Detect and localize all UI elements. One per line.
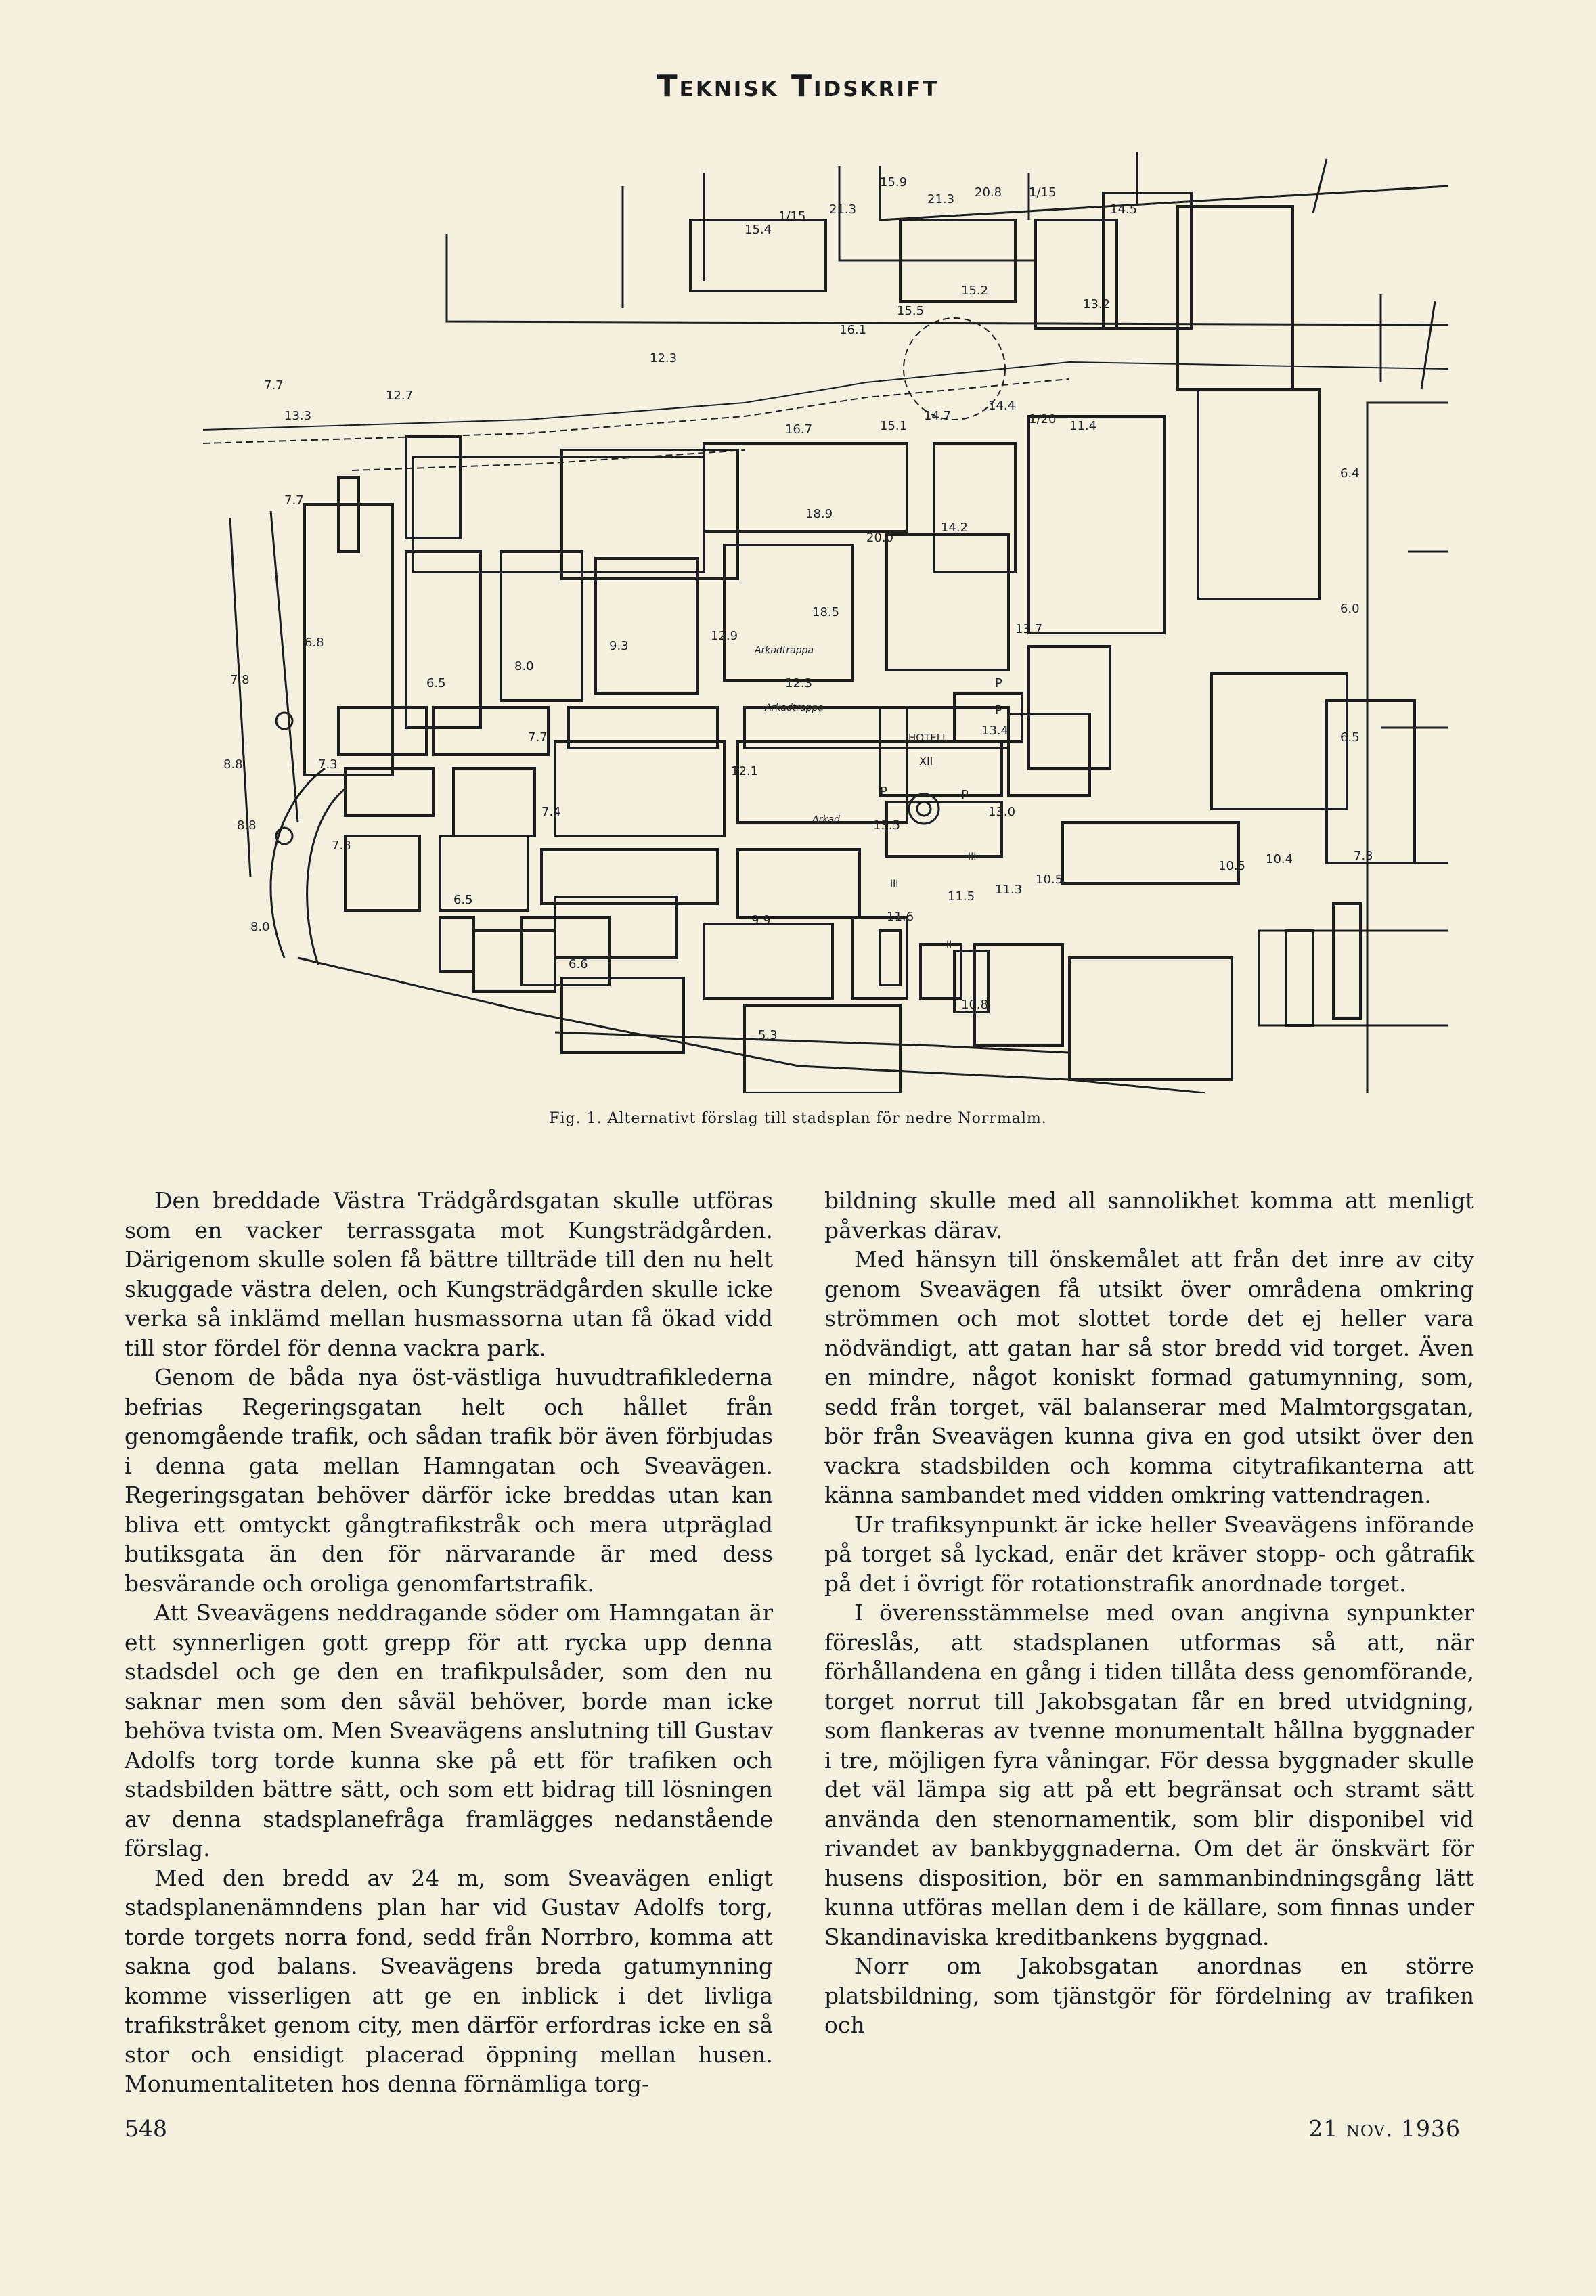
height-label: 11.4 <box>1069 419 1097 433</box>
label-hotell: HOTELL <box>908 732 948 744</box>
height-label: 13.0 <box>988 805 1016 819</box>
journal-header: Teknisk Tidskrift <box>657 69 939 104</box>
height-label: 8.0 <box>250 920 270 934</box>
label-arkadtrappa-2: Arkadtrappa <box>765 703 824 713</box>
height-label: 14.4 <box>988 399 1016 413</box>
height-label: 7.7 <box>284 493 304 508</box>
page-number: 548 <box>125 2115 167 2142</box>
label-parking-4: P <box>995 703 1002 718</box>
height-label: 6.5 <box>1340 730 1360 745</box>
height-label: 6.6 <box>569 957 588 971</box>
label-roman-ii: II <box>946 940 952 950</box>
paragraph: Med hänsyn till önskemålet att från det inre av city genom Sveavägen få utsikt över områdena omkring strömmen och mot slottet torde det ej heller vara nödvändigt, att gatan har så stor bredd vid torget. Även en mindre, något koniskt formad gatumynning, som, sedd från torget, väl balanserar med Malmtorgsgatan, bör från Sveavägen kunna giva en god utsikt över den vackra stadsbilden och komma citytrafikanterna att känna sambandet med vidden omkring vattendragen. <box>824 1246 1474 1508</box>
height-label: 10.5 <box>1036 873 1063 887</box>
height-label: 10.4 <box>1266 852 1293 866</box>
height-label: 1/20 <box>1029 412 1057 426</box>
height-label: 1/15 <box>778 209 806 223</box>
paragraph: Genom de båda nya öst-västliga huvudtrafiklederna befrias Regeringsgatan helt och hållet från genomgående trafik, och sådan trafik bör även förbjudas i denna gata mellan Hamngatan och Sveavägen. Regeringsgatan behöver därför icke breddas utan kan bliva ett omtyckt gångtrafikstråk och mera utpräglad butiksgata än den för närvarande är med dess besvärande och oroliga genomfartstrafik. <box>125 1364 773 1597</box>
height-label: 12.9 <box>711 629 738 643</box>
left-column <box>125 1186 773 2099</box>
height-label: 20.8 <box>975 185 1002 200</box>
figure-caption: Fig. 1. Alternativt förslag till stadsplan för nedre Norrmalm. <box>549 1110 1047 1127</box>
height-label: 15.2 <box>961 284 989 298</box>
paragraph: Ur trafiksynpunkt är icke heller Sveavägens införande på torget så lyckad, enär det kräver stopp- och gåtrafik på det i övrigt för rotationstrafik anordnade torget. <box>824 1511 1474 1597</box>
height-label: 18.9 <box>805 507 833 521</box>
height-label: 10.5 <box>1218 859 1246 873</box>
height-label: 13.3 <box>284 409 312 423</box>
height-label: 9.9 <box>751 913 771 927</box>
height-label: 7.8 <box>332 839 351 853</box>
height-label: 6.5 <box>453 893 473 907</box>
height-label: 1/15 <box>1029 185 1057 200</box>
height-label: 6.5 <box>426 676 446 690</box>
paragraph: Norr om Jakobsgatan anordnas en större platsbildning, som tjänstgör för fördelning av trafiken och <box>824 1953 1474 2038</box>
height-label: 15.1 <box>880 419 908 433</box>
height-label: 7.7 <box>264 378 284 393</box>
paragraph: Den breddade Västra Trädgårdsgatan skulle utföras som en vacker terrassgata mot Kungsträdgården. Därigenom skulle solen få bättre tillträde till den nu helt skuggade västra delen, och Kungsträdgården skulle icke verka så inklämd mellan husmassorna utan få ökad vidd till stor fördel för denna vackra park. <box>125 1187 773 1361</box>
height-label: 11.3 <box>995 883 1023 897</box>
height-label: 14.7 <box>924 409 952 423</box>
label-parking-1: P <box>880 785 887 799</box>
right-column <box>824 1186 1474 2040</box>
height-label: 6.0 <box>1340 602 1360 616</box>
label-roman-iii-2: III <box>968 852 977 862</box>
paragraph: Med den bredd av 24 m, som Sveavägen enligt stadsplanenämndens plan har vid Gustav Adolfs torg, torde torgets norra fond, sedd från Norrbro, komma att sakna god balans. Sveavägens breda gatumynning komme visserligen att ge en inblick i det livliga trafikstråket genom city, men därför erfordras icke en så stor och ensidigt placerad öppning mellan husen. Monumentaliteten hos denna förnämliga torg- <box>125 1864 773 2097</box>
label-arkad: Arkad <box>812 814 840 825</box>
height-label: 9.3 <box>609 639 629 653</box>
height-label: 16.7 <box>785 422 813 437</box>
height-label: 7.3 <box>1354 849 1373 863</box>
height-label: 11.6 <box>887 910 914 924</box>
height-label: 6.8 <box>305 636 324 650</box>
height-label: 8.0 <box>514 659 534 674</box>
height-label: 7.3 <box>318 757 338 772</box>
height-label: 12.7 <box>386 389 414 403</box>
height-label: 7.7 <box>528 730 548 745</box>
height-label: 7.8 <box>230 673 250 687</box>
height-label: 12.3 <box>785 676 813 690</box>
date-year: 1936 <box>1401 2115 1461 2142</box>
label-roman-xii: XII <box>919 755 933 768</box>
height-label: 6.4 <box>1340 466 1360 481</box>
label-parking-3: P <box>995 676 1002 690</box>
height-label: 18.5 <box>812 605 840 619</box>
height-label: 12.3 <box>650 351 678 366</box>
height-label: 15.4 <box>745 223 772 237</box>
date-day: 21 <box>1308 2115 1339 2142</box>
paragraph: I överensstämmelse med ovan angivna synpunkter föreslås, att stadsplanen utformas så att, när förhållandena en gång i tiden tillåta dess genomförande, torget norrut till Jakobsgatan får en bred utvidgning, som flankeras av tvenne monumentalt hållna byggnader i tre, möjligen fyra våningar. För dessa byggnader skulle det väl lämpa sig att på ett begränsat och stramt sätt använda den stenornamentik, som blir disponibel vid rivandet av bankbyggnaderna. Om det är önskvärt för husens disposition, bör en sammanbindningsgång lätt kunna utföras mellan dem i de källare, som finnas under Skandinaviska kreditbankens byggnad. <box>824 1599 1474 1950</box>
height-label: 10.8 <box>961 998 989 1012</box>
height-label: 12.1 <box>731 764 759 778</box>
height-label: 5.3 <box>758 1028 778 1042</box>
issue-date <box>1308 2115 1461 2142</box>
height-label: 21.3 <box>829 202 857 217</box>
date-month: nov. <box>1346 2115 1394 2142</box>
height-label: 11.5 <box>948 889 975 904</box>
height-label: 13.4 <box>981 724 1009 738</box>
height-label: 7.4 <box>541 805 561 819</box>
height-label: 13.2 <box>1083 297 1111 311</box>
label-parking-2: P <box>961 788 969 802</box>
height-label: 20.0 <box>866 531 894 545</box>
city-plan-map <box>190 146 1448 1093</box>
height-label: 21.3 <box>927 192 955 206</box>
height-label: 15.9 <box>880 175 908 190</box>
height-label: 8.8 <box>237 818 257 833</box>
height-label: 13.5 <box>873 818 901 833</box>
paragraph: bildning skulle med all sannolikhet komma att menligt påverkas därav. <box>824 1187 1474 1243</box>
height-label: 15.5 <box>897 304 925 318</box>
label-arkadtrappa-1: Arkadtrappa <box>755 645 814 656</box>
paragraph: Att Sveavägens neddragande söder om Hamngatan är ett synnerligen gott grepp för att rycka upp denna stadsdel och ge den en trafikpulsåder, som den nu saknar men som den såväl behöver, borde man icke behöva tvista om. Men Sveavägens anslutning till Gustav Adolfs torg torde kunna ske på ett för trafiken och stadsbilden bättre sätt, och som ett bidrag till lösningen av denna stadsplanefråga framlägges nedanstående förslag. <box>125 1599 773 1861</box>
height-label: 13.7 <box>1015 622 1043 636</box>
label-roman-iii-1: III <box>890 879 899 889</box>
height-label: 8.8 <box>223 757 243 772</box>
height-label: 14.5 <box>1110 202 1138 217</box>
height-label: 14.2 <box>941 521 969 535</box>
height-label: 16.1 <box>839 323 867 337</box>
